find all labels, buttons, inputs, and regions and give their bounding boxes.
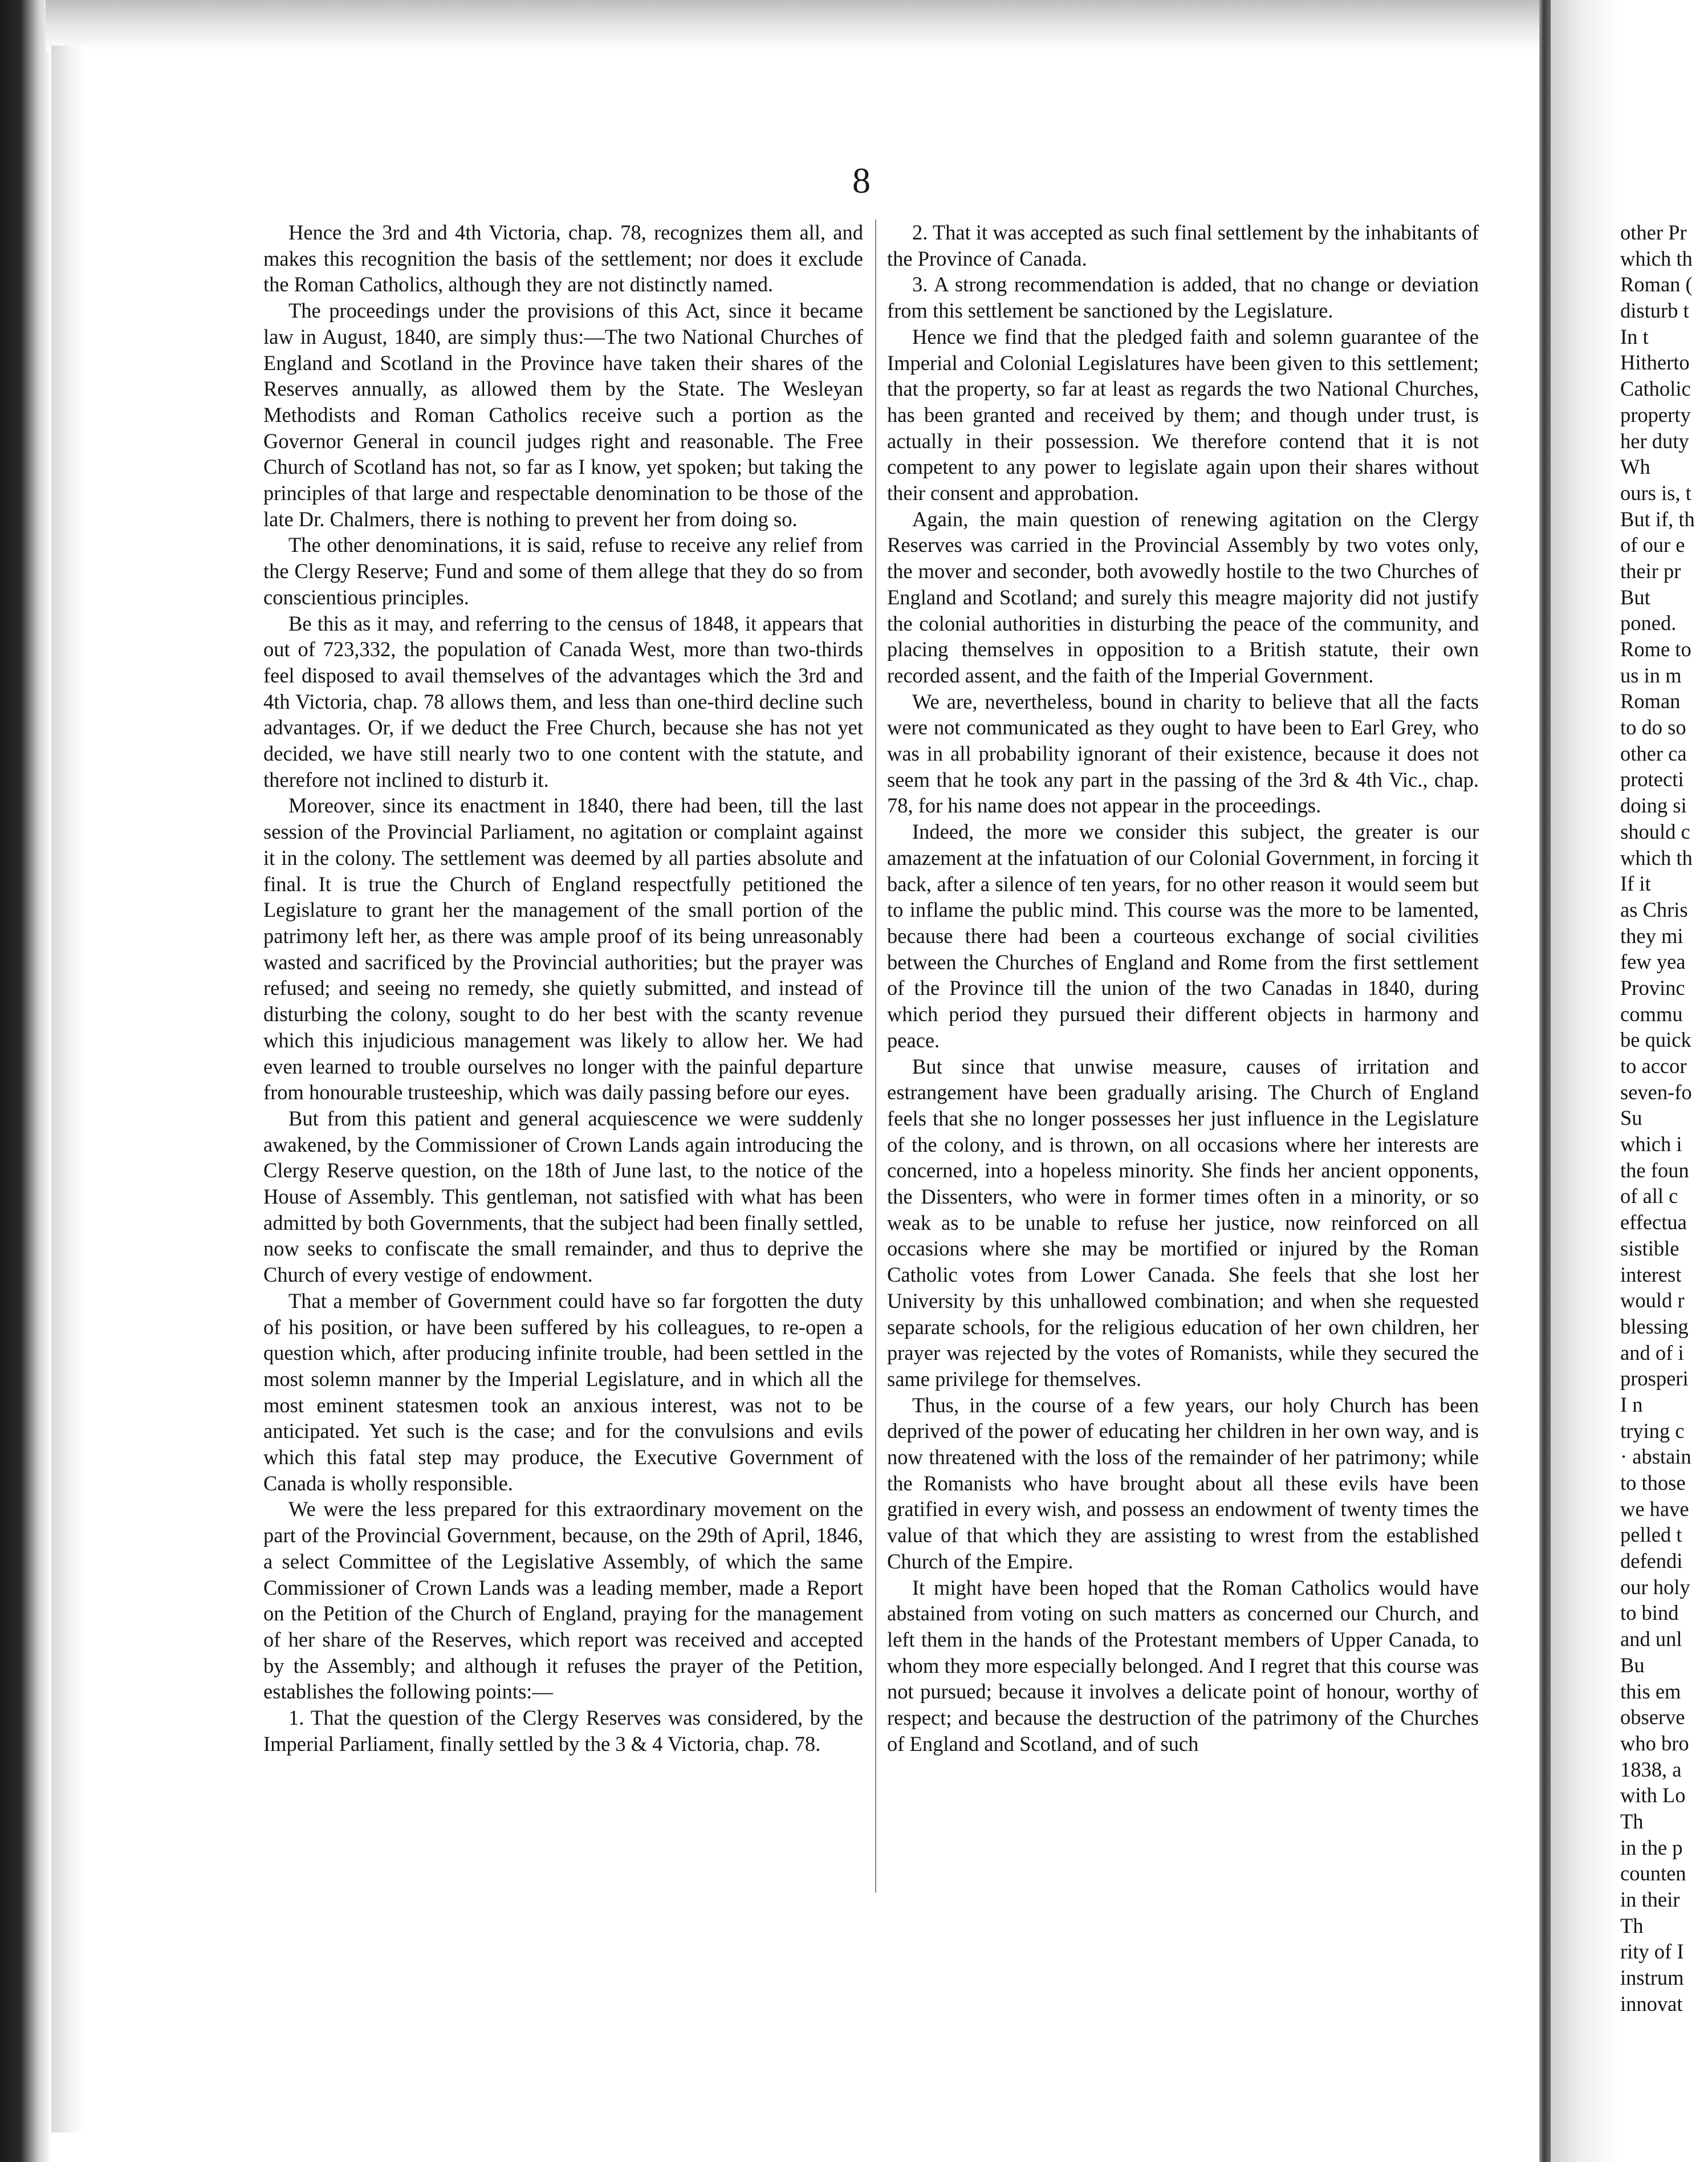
right-column-line-fragment: defendi (1620, 1549, 1683, 1573)
right-column-line-fragment: Su (1620, 1106, 1642, 1130)
right-column-line-fragment: Rome to (1620, 637, 1691, 661)
right-column-line-fragment: trying c (1620, 1419, 1685, 1442)
right-column-line-fragment: I n (1620, 1392, 1643, 1416)
middle-column-paragraph: But since that unwise measure, causes of irritation and estrangement have been gradually arising. The Church of England feels that she no longer possesses her just influence in the Legislature of the colony, and is thrown, on all occasions where her interests are concerned, into a hopeless minority. She finds her ancient opponents, the Dissenters, who were in former times often in a minority, or so weak as to be unable to refuse her justice, now reinforced on all occasions where she may be mortified or injured by the Roman Catholic votes from Lower Canada. She feels that she lost her University by this unhallowed combination; and when she requested separate schools, for the religious education of her own children, her prayer was rejected by the votes of Romanists, while they secured the same privilege for themselves. (887, 1054, 1479, 1391)
page-number: 8 (852, 160, 871, 201)
right-column-line-fragment: of all c (1620, 1184, 1678, 1208)
column-divider (875, 220, 876, 1893)
right-column-line-fragment: seven-fo (1620, 1080, 1692, 1104)
right-column-line-fragment: ours is, t (1620, 481, 1691, 505)
right-column-line-fragment: innovat (1620, 1992, 1683, 2015)
right-text-column-cropped (1620, 220, 1708, 2017)
scan-shadow (51, 46, 86, 2132)
right-column-line-fragment: which th (1620, 846, 1693, 869)
right-column-line-fragment: Provinc (1620, 976, 1685, 999)
scan-border-left (0, 0, 51, 2162)
gutter-shadow (1551, 0, 1619, 2162)
right-column-line-fragment: Th (1620, 1809, 1644, 1833)
right-column-line-fragment: which i (1620, 1132, 1682, 1156)
right-column-line-fragment: to do so (1620, 716, 1686, 739)
right-column-line-fragment: instrum (1620, 1966, 1684, 1990)
right-column-line-fragment: Hitherto (1620, 351, 1690, 375)
right-column-line-fragment: our holy (1620, 1575, 1690, 1599)
right-column-line-fragment: Catholic (1620, 377, 1691, 401)
right-column-line-fragment: other Pr (1620, 221, 1687, 244)
right-column-line-fragment: protecti (1620, 767, 1684, 791)
middle-column-paragraph: Indeed, the more we consider this subject, the greater is our amazement at the infatuation of our Colonial Government, in forcing it back, after a silence of ten years, for no other reason it would seem but to inflame the public mind. This course was the more to be lamented, because there had been a courteous exchange of social civilities between the Churches of England and Rome from the first settlement of the Province till the union of the two Canadas in 1840, during which period they pursued their different objects in harmony and peace. (887, 820, 1479, 1052)
right-column-line-fragment: Wh (1620, 455, 1650, 479)
right-column-line-fragment: to accor (1620, 1054, 1687, 1078)
left-column-paragraph: The proceedings under the provisions of this Act, since it became law in August, 1840, are simply thus:—The two National Churches of England and Scotland in the Province have taken their shares of the Reserves annually, as allowed them by the State. The Wesleyan Methodists and Roman Catholics receive such a portion as the Governor General in council judges right and reasonable. The Free Church of Scotland has not, so far as I know, yet spoken; but taking the principles of that large and respectable denomination to be those of the late Dr. Chalmers, there is nothing to prevent her from doing so. (263, 299, 863, 531)
right-column-line-fragment: this em (1620, 1679, 1681, 1703)
right-column-line-fragment: interest (1620, 1262, 1682, 1286)
right-column-line-fragment: her duty (1620, 429, 1689, 453)
right-column-line-fragment: commu (1620, 1002, 1683, 1026)
right-column-line-fragment: In t (1620, 324, 1649, 348)
right-column-line-fragment: observe (1620, 1705, 1685, 1729)
middle-column-paragraph: 3. A strong recommendation is added, that no change or deviation from this settlement be sanctioned by the Legislature. (887, 273, 1479, 323)
right-column-line-fragment: their pr (1620, 559, 1681, 583)
right-column-line-fragment: be quick (1620, 1028, 1691, 1052)
right-column-line-fragment: · abstain (1620, 1445, 1691, 1469)
right-column-line-fragment: in the p (1620, 1835, 1683, 1859)
middle-column-paragraph: Thus, in the course of a few years, our holy Church has been deprived of the power of educating her children in her own way, and is now threatened with the loss of the remainder of her patrimony; while the Romanists who have brought about all these evils have been gratified in every wish, and possess an endowment of twenty times the value of that which they are assisting to wrest from the established Church of the Empire. (887, 1393, 1479, 1573)
right-column-line-fragment: If it (1620, 872, 1651, 896)
right-column-line-fragment: who bro (1620, 1731, 1689, 1755)
left-text-column (263, 220, 863, 1757)
left-column-paragraph: Hence the 3rd and 4th Victoria, chap. 78, recognizes them all, and makes this recognition the basis of the settlement; nor does it exclude the Roman Catholics, although they are not distinctly named. (263, 221, 863, 296)
right-column-line-fragment: sistible (1620, 1236, 1679, 1260)
left-column-paragraph: But from this patient and general acquiescence we were suddenly awakened, by the Commissioner of Crown Lands again introducing the Clergy Reserve question, on the 18th of June last, to the notice of the House of Assembly. This gentleman, not satisfied with what has been admitted by both Governments, that the subject had been finally settled, now seeks to confiscate the small remainder, and thus to deprive the Church of every vestige of endowment. (263, 1106, 863, 1287)
right-column-line-fragment: property (1620, 403, 1691, 426)
right-column-line-fragment: would r (1620, 1289, 1685, 1312)
right-column-line-fragment: But (1620, 585, 1650, 609)
right-column-line-fragment: Roman ( (1620, 273, 1693, 296)
right-column-line-fragment: rity of I (1620, 1940, 1684, 1964)
right-column-line-fragment: blessing (1620, 1314, 1689, 1338)
right-column-line-fragment: we have (1620, 1497, 1689, 1521)
right-column-line-fragment: they mi (1620, 924, 1683, 948)
middle-column-paragraph: It might have been hoped that the Roman Catholics would have abstained from voting on such matters as concerned our Church, and left them in the hands of the Protestant members of Upper Canada, to whom they more especially belonged. And I regret that this course was not pursued; because it involves a delicate point of honour, worthy of respect; and because the destruction of the patrimony of the Churches of England and Scotland, and of such (887, 1575, 1479, 1755)
right-column-line-fragment: disturb t (1620, 299, 1689, 323)
middle-column-paragraph: Again, the main question of renewing agitation on the Clergy Reserves was carried in the Provincial Assembly by two votes only, the mover and seconder, both avowedly hostile to the two Churches of England and Scotland; and surely this meagre majority did not justify the colonial authorities in disturbing the peace of the community, and placing themselves in opposition to a British statute, their own recorded assent, and the faith of the Imperial Government. (887, 507, 1479, 687)
right-column-line-fragment: us in m (1620, 663, 1682, 687)
right-column-line-fragment: 1838, a (1620, 1757, 1682, 1781)
right-column-line-fragment: should c (1620, 819, 1690, 843)
left-column-paragraph: The other denominations, it is said, refuse to receive any relief from the Clergy Reserve; Fund and some of them allege that they do so from conscientious principles. (263, 533, 863, 609)
right-column-line-fragment: as Chris (1620, 897, 1688, 921)
right-column-line-fragment: and unl (1620, 1627, 1682, 1651)
right-column-line-fragment: pelled t (1620, 1523, 1682, 1547)
right-column-line-fragment: other ca (1620, 741, 1687, 765)
middle-column-paragraph: 2. That it was accepted as such final settlement by the inhabitants of the Province of Canada. (887, 221, 1479, 270)
left-column-paragraph: We were the less prepared for this extraordinary movement on the part of the Provincial Government, because, on the 29th of April, 1846, a select Committee of the Legislative Assembly, of which the same Commissioner of Crown Lands was a leading member, made a Report on the Petition of the Church of England, praying for the management of her share of the Reserves, which report was received and accepted by the Assembly; and although it refuses the prayer of the Petition, establishes the following points:— (263, 1497, 863, 1704)
right-column-line-fragment: of our e (1620, 533, 1685, 557)
right-column-line-fragment: effectua (1620, 1210, 1687, 1234)
right-column-line-fragment: which th (1620, 246, 1693, 270)
right-column-line-fragment: poned. (1620, 611, 1677, 635)
left-column-paragraph: Be this as it may, and referring to the census of 1848, it appears that out of 723,332, the population of Canada West, more than two-thirds feel disposed to avail themselves of the advantages which the 3rd and 4th Victoria, chap. 78 allows them, and less than one-third decline such advantages. Or, if we deduct the Free Church, because she has not yet decided, we have still nearly two to one content with the statute, and therefore not inclined to disturb it. (263, 611, 863, 791)
middle-text-column (887, 220, 1479, 1757)
middle-column-paragraph: We are, nevertheless, bound in charity to believe that all the facts were not communicated as they ought to have been to Earl Grey, who was in all probability ignorant of their existence, because it does not seem that he took any part in the passing of the 3rd & 4th Vic., chap. 78, for his name does not appear in the proceedings. (887, 689, 1479, 818)
right-column-line-fragment: the foun (1620, 1158, 1689, 1182)
right-column-line-fragment: to bind (1620, 1601, 1679, 1625)
left-column-paragraph: That a member of Government could have so far forgotten the duty of his position, or have been suffered by his colleagues, to re-open a question which, after producing infinite trouble, had been settled in the most solemn manner by the Imperial Legislature, and in which all the most eminent statesmen took an anxious interest, was not to be anticipated. Yet such is the case; and for the convulsions and evils which this fatal step may produce, the Executive Government of Canada is wholly responsible. (263, 1289, 863, 1495)
left-column-paragraph: 1. That the question of the Clergy Reserves was considered, by the Imperial Parliament, finally settled by the 3 & 4 Victoria, chap. 78. (263, 1706, 863, 1755)
right-column-line-fragment: counten (1620, 1862, 1686, 1885)
right-column-line-fragment: with Lo (1620, 1783, 1686, 1807)
right-column-line-fragment: But if, th (1620, 507, 1695, 531)
right-column-line-fragment: Th (1620, 1913, 1644, 1937)
page-gutter (1539, 0, 1551, 2162)
right-column-line-fragment: and of i (1620, 1340, 1684, 1364)
right-column-line-fragment: in their (1620, 1888, 1680, 1911)
right-column-line-fragment: to those (1620, 1471, 1686, 1494)
right-column-line-fragment: doing si (1620, 794, 1687, 818)
right-column-line-fragment: prosperi (1620, 1367, 1689, 1391)
right-column-line-fragment: Roman (1620, 689, 1681, 713)
right-column-line-fragment: few yea (1620, 950, 1686, 974)
middle-column-paragraph: Hence we find that the pledged faith and solemn guarantee of the Imperial and Colonial Legislatures have been given to this settlement; that the property, so far at least as regards the two National Churches, has been granted and received by them; and though under trust, is actually in their possession. We therefore contend that it is not competent to any power to legislate again upon their shares without their consent and approbation. (887, 324, 1479, 505)
scan-border-top (46, 0, 1539, 51)
right-column-line-fragment: Bu (1620, 1653, 1645, 1677)
left-column-paragraph: Moreover, since its enactment in 1840, there had been, till the last session of the Provincial Parliament, no agitation or complaint against it in the colony. The settlement was deemed by all parties absolute and final. It is true the Church of England respectfully petitioned the Legislature to grant her the management of the small portion of the patrimony left her, as there was ample proof of its being unreasonably wasted and sacrificed by the Provincial authorities; but the prayer was refused; and seeing no remedy, she quietly submitted, and instead of disturbing the colony, sought to do her best with the scanty revenue which this injudicious management was likely to allow her. We had even learned to trouble ourselves no longer with the painful departure from honourable trusteeship, which was daily passing before our eyes. (263, 794, 863, 1104)
